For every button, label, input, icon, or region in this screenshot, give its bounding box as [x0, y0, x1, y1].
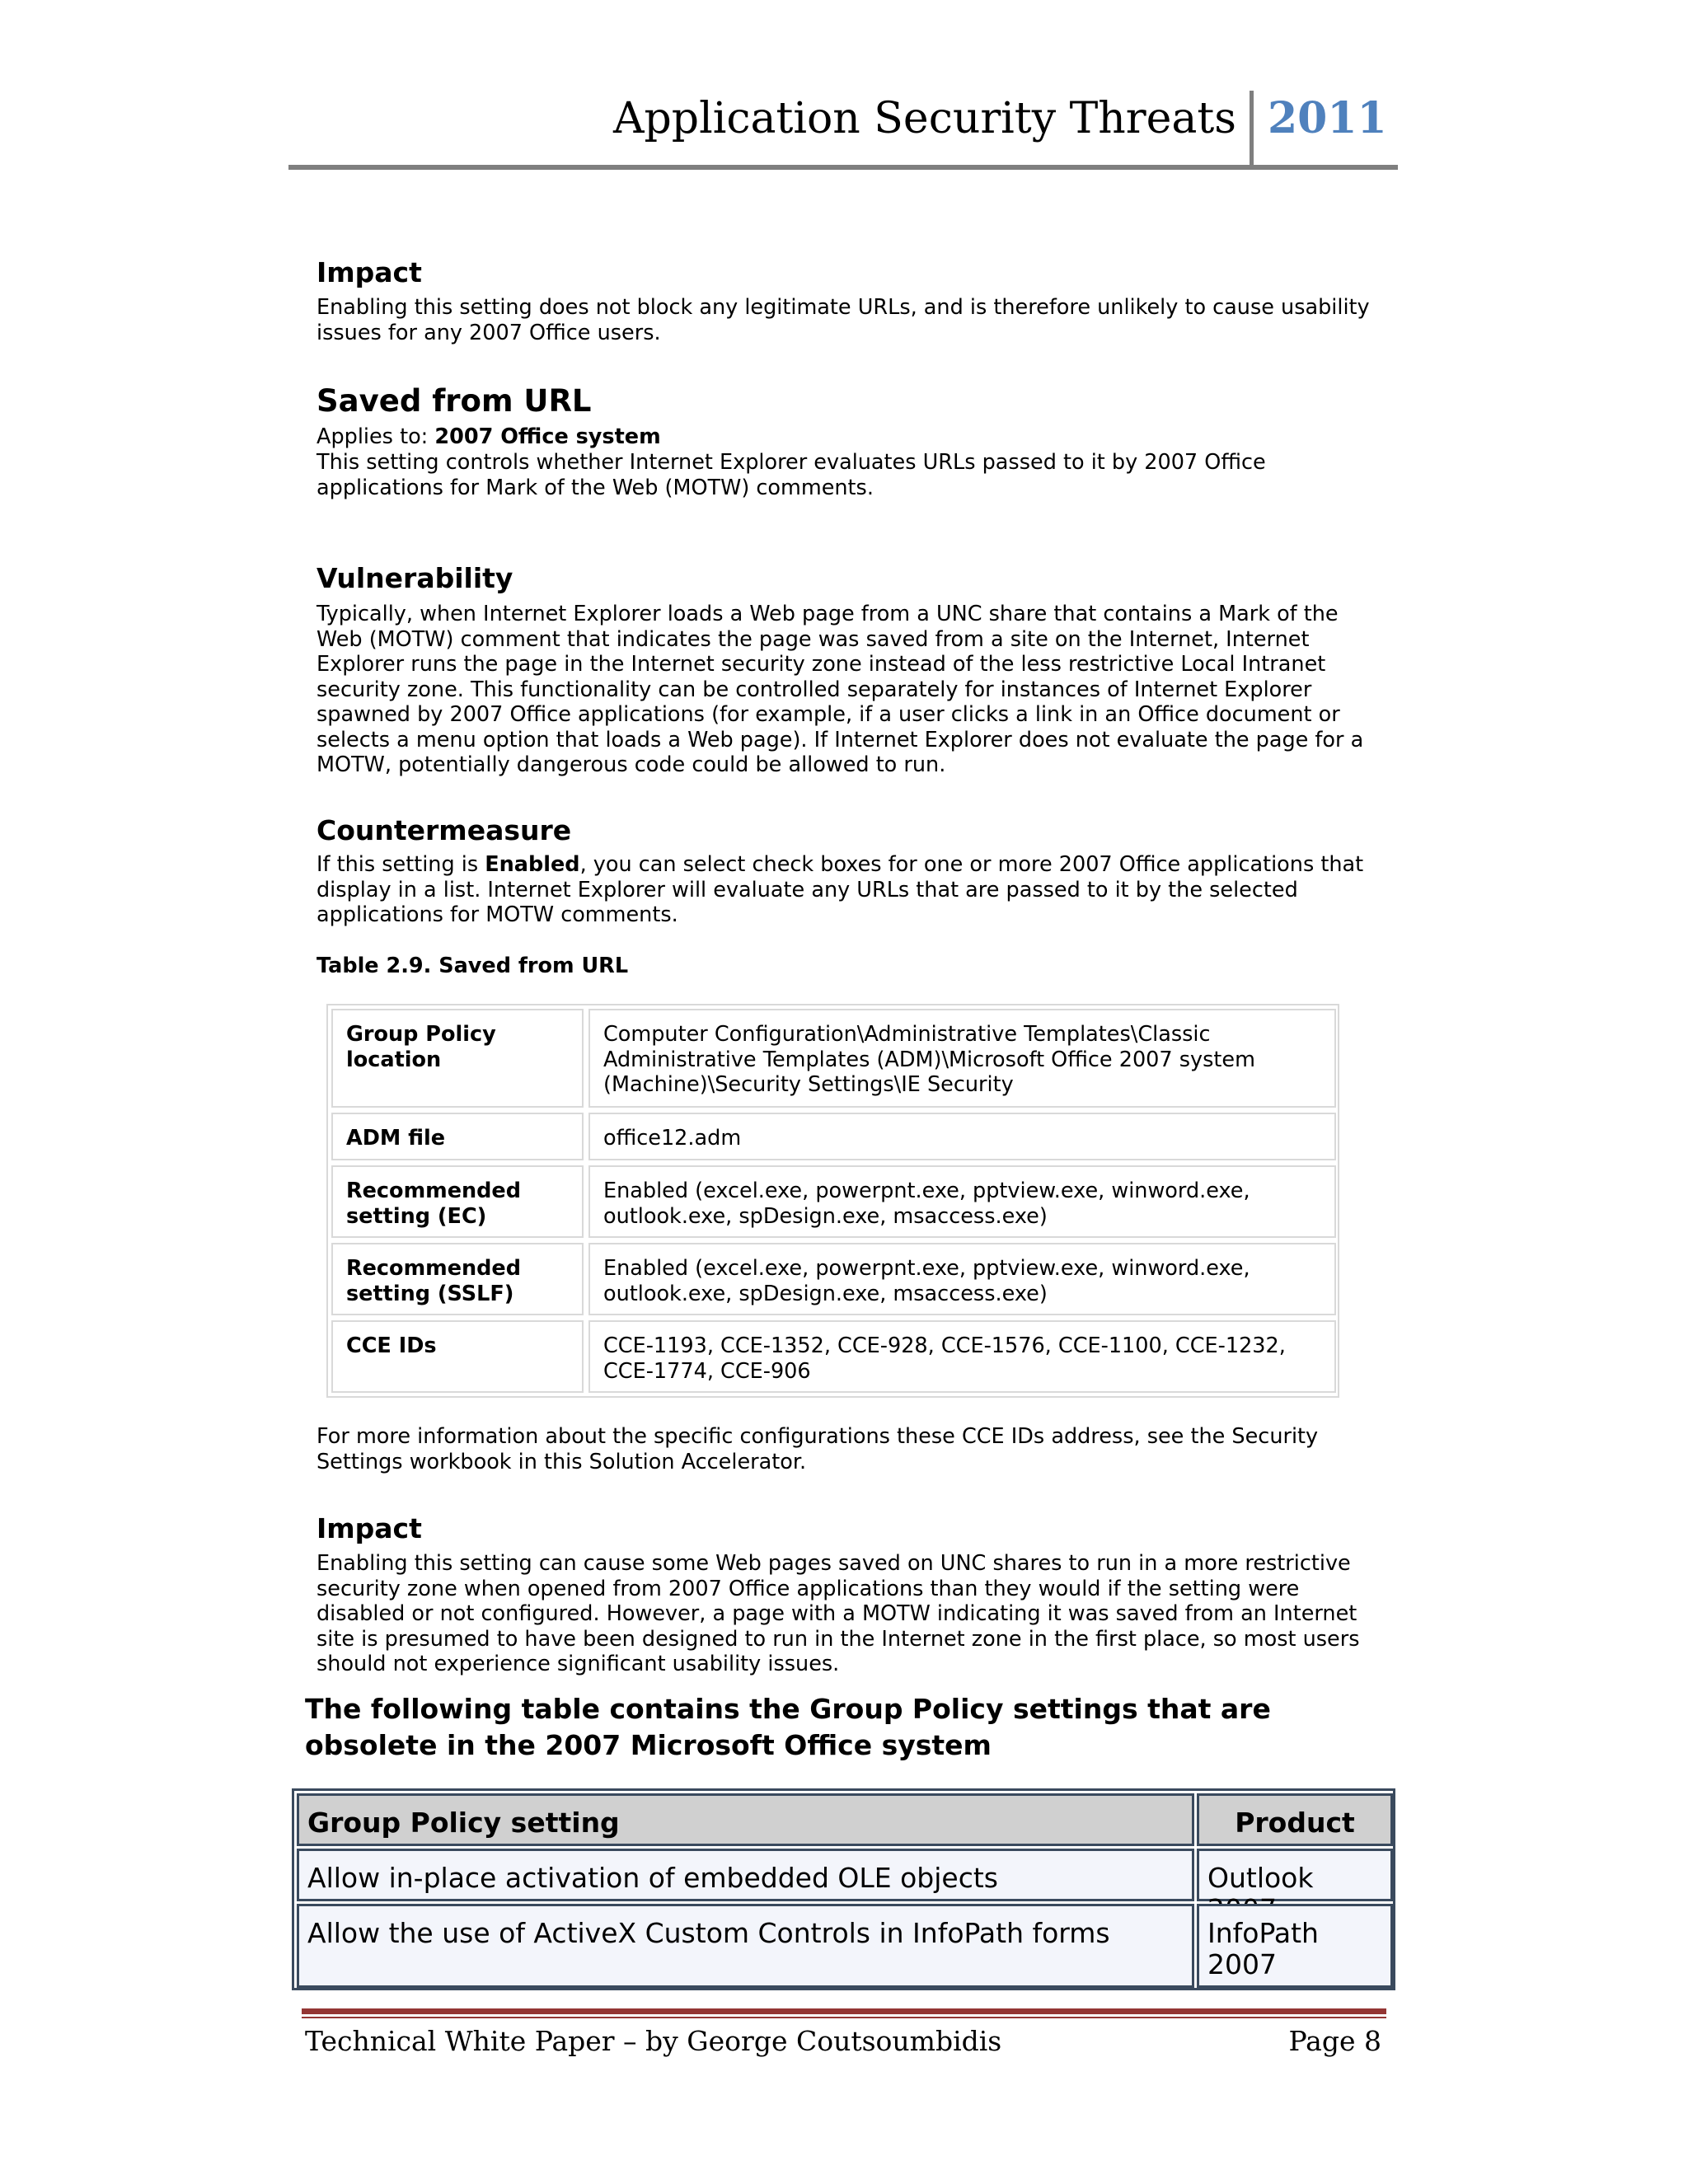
impact-heading: Impact — [316, 1512, 422, 1544]
vulnerability-text: Typically, when Internet Explorer loads a Web page from a UNC share that contains a Mark of the Web (MOTW) comment that indicates the page was saved from a site on the Internet, Internet Explorer runs the page in the Internet security zone instead of the less restrictive Local Intranet security zone. This functionality can be controlled separately for instances of Internet Explorer spawned by 2007 Office applications (for example, if a user clicks a link in an Office document or selects a menu option that loads a Web page). If Internet Explorer does not evaluate the page for a MOTW, potentially dangerous code could be allowed to run. — [316, 602, 1364, 777]
table-row-value: Enabled (excel.exe, powerpnt.exe, pptview.exe, winword.exe, outlook.exe, spDesign.exe, msaccess.exe) — [588, 1165, 1336, 1238]
table-row-product: Outlook — [1197, 1849, 1393, 1901]
page-header-title: Application Security Threats — [612, 94, 1236, 143]
countermeasure-text-pre: If this setting is — [316, 852, 485, 877]
column-header-setting: Group Policy setting — [297, 1793, 1194, 1846]
table-caption: Table 2.9. Saved from URL — [316, 954, 629, 978]
impact-text: Enabling this setting does not block any legitimate URLs, and is therefore unlikely to cause usability issues for any 2007 Office users. — [316, 295, 1370, 345]
page-number: Page 8 — [1288, 2025, 1381, 2057]
saved-from-url-table — [326, 1004, 1339, 1398]
table-row-label: Recommended setting (EC) — [331, 1165, 584, 1238]
more-info-text: For more information about the specific configurations these CCE IDs address, see the Security Settings workbook in this Solution Accelerator. — [316, 1424, 1319, 1474]
impact-heading: Impact — [316, 256, 422, 288]
footer-author: Technical White Paper – by George Coutsoumbidis — [305, 2025, 1002, 2057]
table-row-label: Recommended setting (SSLF) — [331, 1243, 584, 1315]
column-header-product: Product — [1197, 1793, 1393, 1846]
impact-text: Enabling this setting can cause some Web pages saved on UNC shares to run in a more restrictive security zone when opened from 2007 Office applications than they would if the setting were disabled or not configured. However, a page with a MOTW indicating it was saved from an Internet site is presumed to have been designed to run in the Internet zone in the first place, so most users should not experience significant usability issues. — [316, 1551, 1360, 1676]
header-rule — [288, 165, 1398, 170]
obsolete-settings-heading: The following table contains the Group Policy settings that are obsolete in the 2007 Microsoft Office system — [305, 1693, 1271, 1761]
countermeasure-enabled: Enabled — [485, 852, 580, 877]
countermeasure-text-post: , you can select check boxes for one or more 2007 Office applications that display in a list. Internet Explorer will evaluate any URLs that are passed to it by the selected applications for MOTW comments. — [316, 852, 1364, 927]
table-row-value: Computer Configuration\Administrative Templates\Classic Administrative Templates (ADM)\Microsoft Office 2007 system (Machine)\Security Settings\IE Security — [588, 1009, 1336, 1108]
table-row-value: office12.adm — [588, 1113, 1336, 1160]
table-row-product: InfoPath 2007 — [1197, 1904, 1393, 1988]
table-row-setting: Allow in-place activation of embedded OLE objects — [297, 1849, 1194, 1901]
page-header-year: 2011 — [1268, 93, 1387, 143]
saved-from-url-heading: Saved from URL — [316, 383, 592, 419]
table-row-value: CCE-1193, CCE-1352, CCE-928, CCE-1576, CCE-1100, CCE-1232, CCE-1774, CCE-906 — [588, 1320, 1336, 1393]
footer-rule — [302, 2008, 1386, 2014]
applies-to — [316, 424, 1380, 450]
table-row-label: ADM file — [331, 1113, 584, 1160]
table-row-setting: Allow the use of ActiveX Custom Controls in InfoPath forms — [297, 1904, 1194, 1988]
countermeasure-text — [316, 852, 1380, 928]
table-row-label: Group Policy location — [331, 1009, 584, 1108]
saved-from-url-text: This setting controls whether Internet Explorer evaluates URLs passed to it by 2007 Office applications for Mark of the Web (MOTW) comments. — [316, 450, 1266, 500]
applies-to-label: Applies to: — [316, 424, 435, 449]
header-separator — [1250, 91, 1254, 168]
table-row-value: Enabled (excel.exe, powerpnt.exe, pptview.exe, winword.exe, outlook.exe, spDesign.exe, msaccess.exe) — [588, 1243, 1336, 1315]
table-row-label: CCE IDs — [331, 1320, 584, 1393]
obsolete-settings-table — [292, 1788, 1395, 1990]
countermeasure-heading: Countermeasure — [316, 814, 572, 846]
applies-to-value: 2007 Office system — [434, 424, 661, 449]
footer-rule-thin — [302, 2017, 1386, 2018]
vulnerability-heading: Vulnerability — [316, 562, 513, 594]
